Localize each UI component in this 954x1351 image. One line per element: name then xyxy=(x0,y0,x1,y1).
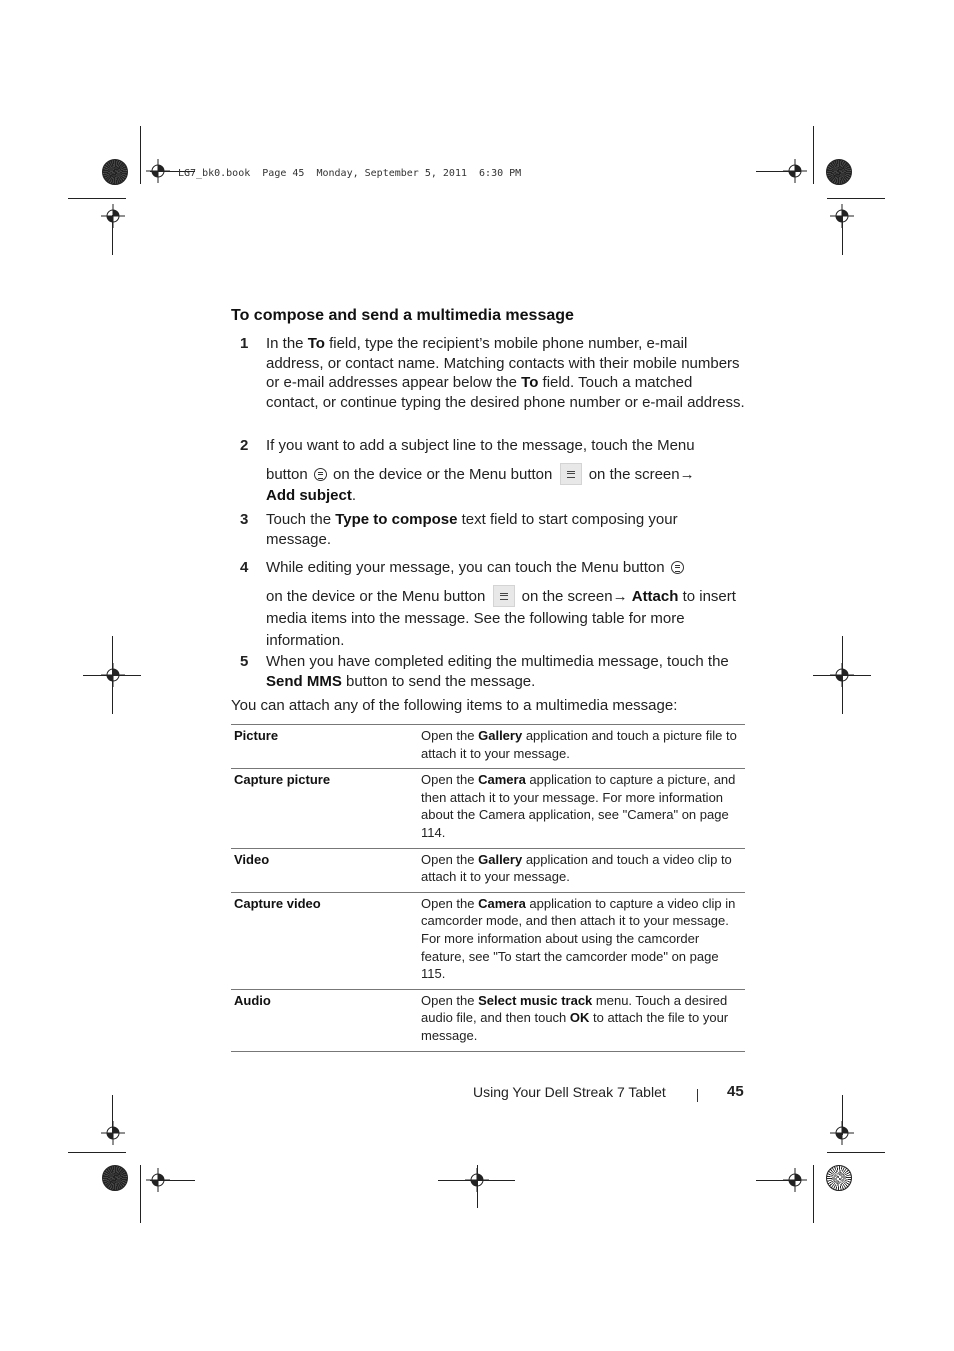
step-text: Touch the Type to compose text field to start composing your message. xyxy=(266,511,678,548)
row-label: Audio xyxy=(231,989,415,1051)
page-number: 45 xyxy=(727,1083,744,1100)
table-row xyxy=(231,725,745,769)
menu-hardware-icon xyxy=(314,468,327,481)
row-label: Capture video xyxy=(231,892,415,989)
step-text: In the To field, type the recipient’s mobile phone number, e-mail address, or contact name. Matching contacts with their mobile numbers or e-mail addresses appear below the To field. Touch a matched contact, or continue typing the desired phone number or e-mail address. xyxy=(266,335,745,411)
registration-mark xyxy=(101,1121,125,1145)
row-label: Capture picture xyxy=(231,769,415,848)
table-row xyxy=(231,892,745,989)
print-slug: LG7_bk0.book Page 45 Monday, September 5, 2011 6:30 PM xyxy=(178,168,522,179)
step-text: When you have completed editing the multimedia message, touch the Send MMS button to send the message. xyxy=(266,653,729,690)
row-description: Open the Camera application to capture a picture, and then attach it to your message. For more information about the Camera application, see "Camera" on page 114. xyxy=(415,769,745,848)
footer-separator xyxy=(697,1089,698,1102)
table-row xyxy=(231,989,745,1051)
row-description: Open the Select music track menu. Touch a desired audio file, and then touch OK to attach the file to your message. xyxy=(415,989,745,1051)
attachment-intro: You can attach any of the following items to a multimedia message: xyxy=(231,697,678,714)
row-description: Open the Gallery application and touch a video clip to attach it to your message. xyxy=(415,848,745,892)
menu-screen-icon xyxy=(493,585,515,607)
row-label: Video xyxy=(231,848,415,892)
registration-mark xyxy=(101,204,125,228)
step-number: 4 xyxy=(240,559,249,576)
menu-hardware-icon xyxy=(671,561,684,574)
attachment-table xyxy=(231,724,745,1052)
step-text: While editing your message, you can touch the Menu button on the device or the Menu button on the screen→ Attach to insert media items into the message. See the following table for more information. xyxy=(266,559,736,649)
section-heading: To compose and send a multimedia message xyxy=(231,307,574,324)
table-row xyxy=(231,848,745,892)
footer-title: Using Your Dell Streak 7 Tablet xyxy=(473,1084,666,1100)
row-description: Open the Camera application to capture a video clip in camcorder mode, and then attach it to your message. For more information about using the camcorder feature, see "To start the camcorder mode" on page 115. xyxy=(415,892,745,989)
table-row xyxy=(231,769,745,848)
step-number: 1 xyxy=(240,335,249,352)
step-number: 3 xyxy=(240,511,249,528)
step-text: If you want to add a subject line to the message, touch the Menu button on the device or the Menu button on the screen→ Add subject. xyxy=(266,437,695,504)
step-number: 2 xyxy=(240,437,249,454)
row-label: Picture xyxy=(231,725,415,769)
step-number: 5 xyxy=(240,653,249,670)
row-description: Open the Gallery application and touch a picture file to attach it to your message. xyxy=(415,725,745,769)
menu-screen-icon xyxy=(560,463,582,485)
